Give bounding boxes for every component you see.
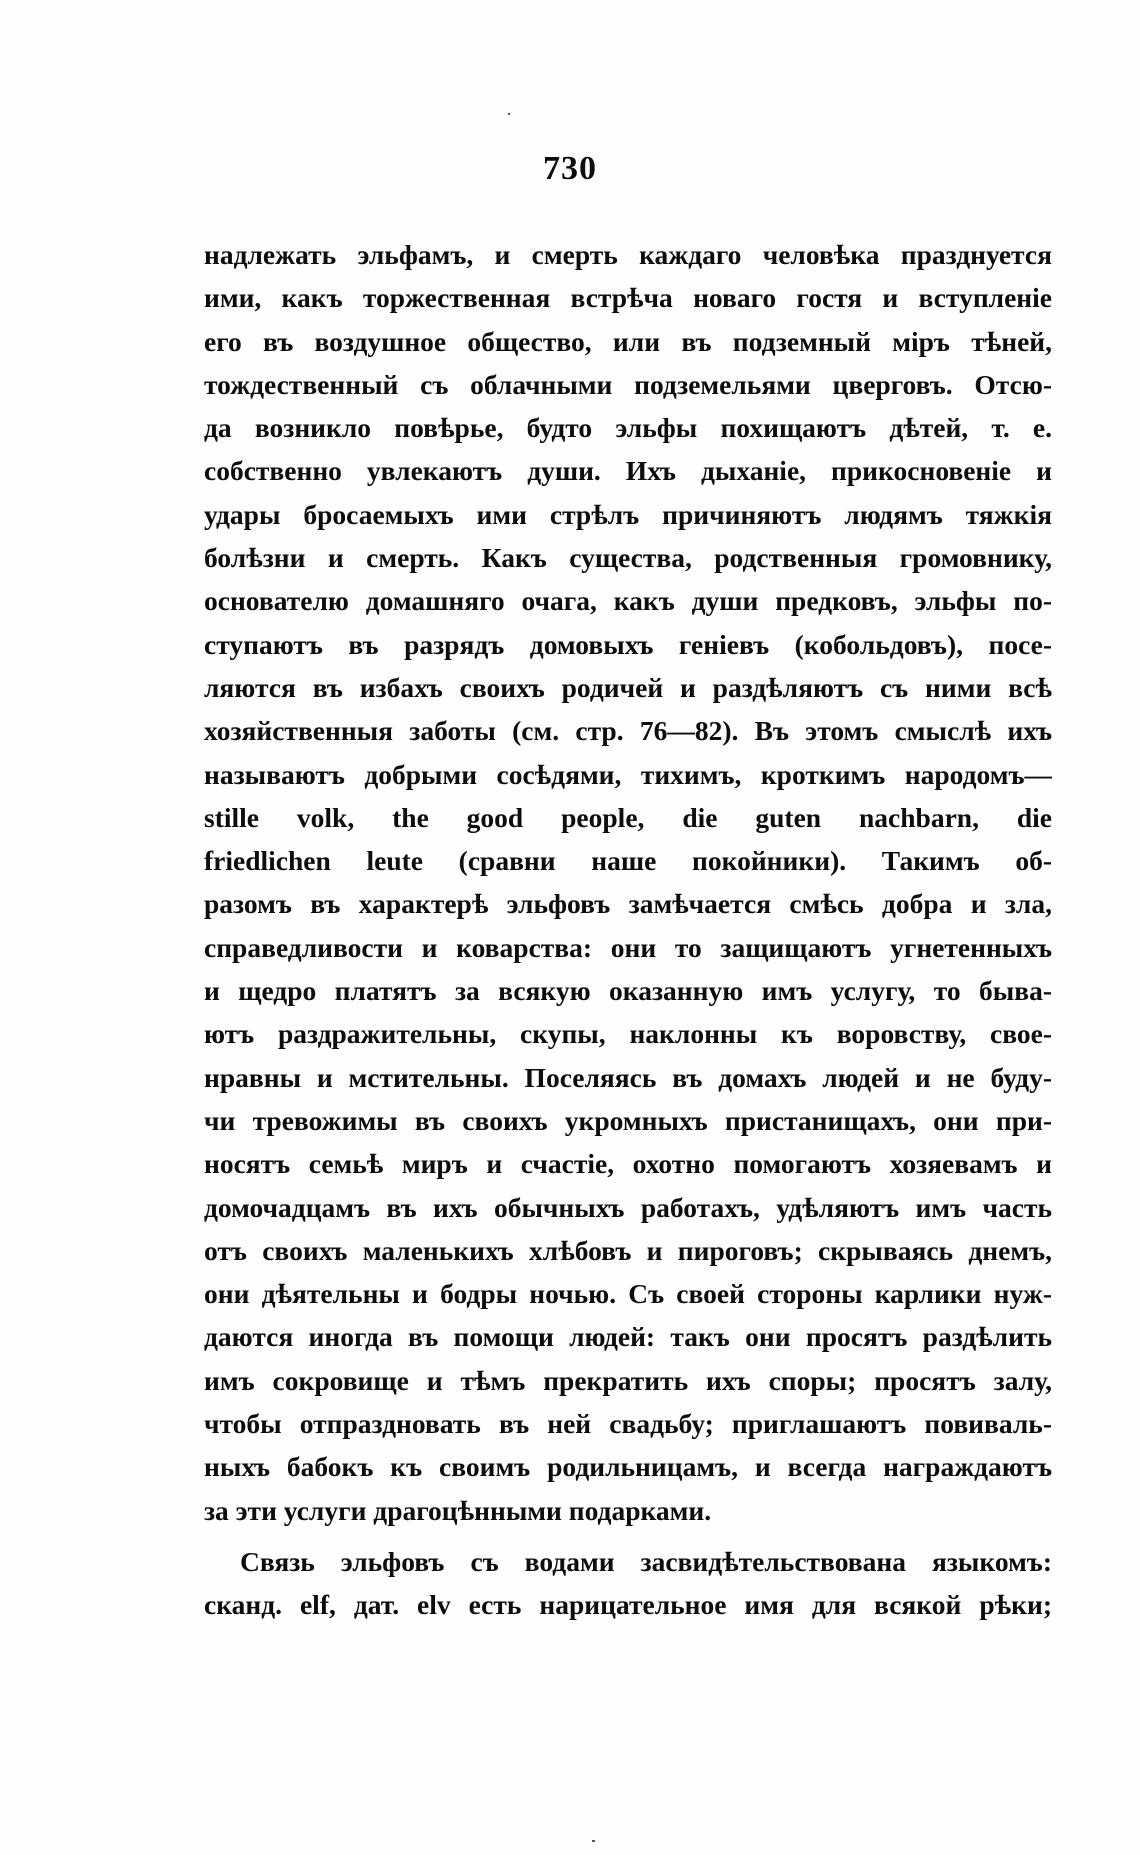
paragraph — [204, 233, 1052, 1532]
paragraph — [204, 1540, 1052, 1627]
text-line: ютъ раздражительны, скупы, наклонны къ воровству, свое- — [204, 1018, 1052, 1050]
text-line: его въ воздушное общество, или въ подземный міръ тѣней, — [204, 325, 1052, 357]
scan-speck — [592, 1840, 595, 1842]
text-line: носятъ семьѣ миръ и счастіе, охотно помогаютъ хозяевамъ и — [204, 1148, 1052, 1180]
text-line-foreign: stille volk, the good people, die guten nachbarn, die — [204, 801, 1052, 833]
text-line: и щедро платятъ за всякую оказанную имъ услугу, то быва- — [204, 975, 1052, 1007]
text-line: разомъ въ характерѣ эльфовъ замѣчается смѣсь добра и зла, — [204, 888, 1052, 920]
text-line: даются иногда въ помощи людей: такъ они просятъ раздѣлить — [204, 1321, 1052, 1353]
text-line: удары бросаемыхъ ими стрѣлъ причиняютъ людямъ тяжкія — [204, 498, 1052, 530]
text-line: болѣзни и смерть. Какъ существа, родственныя громовнику, — [204, 542, 1052, 574]
text-line: называютъ добрыми сосѣдями, тихимъ, кроткимъ народомъ— — [204, 758, 1052, 790]
text-line: имъ сокровище и тѣмъ прекратить ихъ споры; просятъ залу, — [204, 1364, 1052, 1396]
text-line: собственно увлекаютъ души. Ихъ дыханіе, прикосновеніе и — [204, 455, 1052, 487]
text-line: нравны и мстительны. Поселяясь въ домахъ людей и не буду- — [204, 1061, 1052, 1093]
text-line: ныхъ бабокъ къ своимъ родильницамъ, и всегда награждаютъ — [204, 1451, 1052, 1483]
text-line: отъ своихъ маленькихъ хлѣбовъ и пироговъ; скрываясь днемъ, — [204, 1234, 1052, 1266]
text-line: хозяйственныя заботы (см. стр. 76—82). Въ этомъ смыслѣ ихъ — [204, 715, 1052, 747]
text-line: за эти услуги драгоцѣнными подарками. — [204, 1494, 712, 1526]
text-line: сканд. elf, дат. elv есть нарицательное имя для всякой рѣки; — [204, 1589, 1052, 1621]
text-line: справедливости и коварства: они то защищаютъ угнетенныхъ — [204, 931, 1052, 963]
text-line-foreign: friedlichen leute (сравни наше покойники). Такимъ об- — [204, 845, 1052, 877]
text-line: ступаютъ въ разрядъ домовыхъ геніевъ (кобольдовъ), посе- — [204, 628, 1052, 660]
text-line: ляются въ избахъ своихъ родичей и раздѣляютъ съ ними всѣ — [204, 671, 1052, 703]
text-line: Связь эльфовъ съ водами засвидѣтельствована языкомъ: — [240, 1545, 1052, 1577]
text-line: ими, какъ торжественная встрѣча новаго гостя и вступленіе — [204, 282, 1052, 314]
body-text — [204, 233, 1052, 1627]
text-line: домочадцамъ въ ихъ обычныхъ работахъ, удѣляютъ имъ часть — [204, 1191, 1052, 1223]
scan-speck — [508, 113, 510, 115]
text-line: тождественный съ облачными подземельями цверговъ. Отсю- — [204, 368, 1052, 400]
text-line: они дѣятельны и бодры ночью. Съ своей стороны карлики нуж- — [204, 1278, 1052, 1310]
text-line: чтобы отпраздновать въ ней свадьбу; приглашаютъ повиваль- — [204, 1408, 1052, 1440]
text-line: надлежать эльфамъ, и смерть каждаго человѣка празднуется — [204, 239, 1052, 270]
page-number: 730 — [543, 150, 597, 187]
text-line: основателю домашняго очага, какъ души предковъ, эльфы по- — [204, 585, 1052, 617]
text-line: чи тревожимы въ своихъ укромныхъ пристанищахъ, они при- — [204, 1104, 1052, 1136]
text-line: да возникло повѣрье, будто эльфы похищаютъ дѣтей, т. е. — [204, 412, 1052, 444]
